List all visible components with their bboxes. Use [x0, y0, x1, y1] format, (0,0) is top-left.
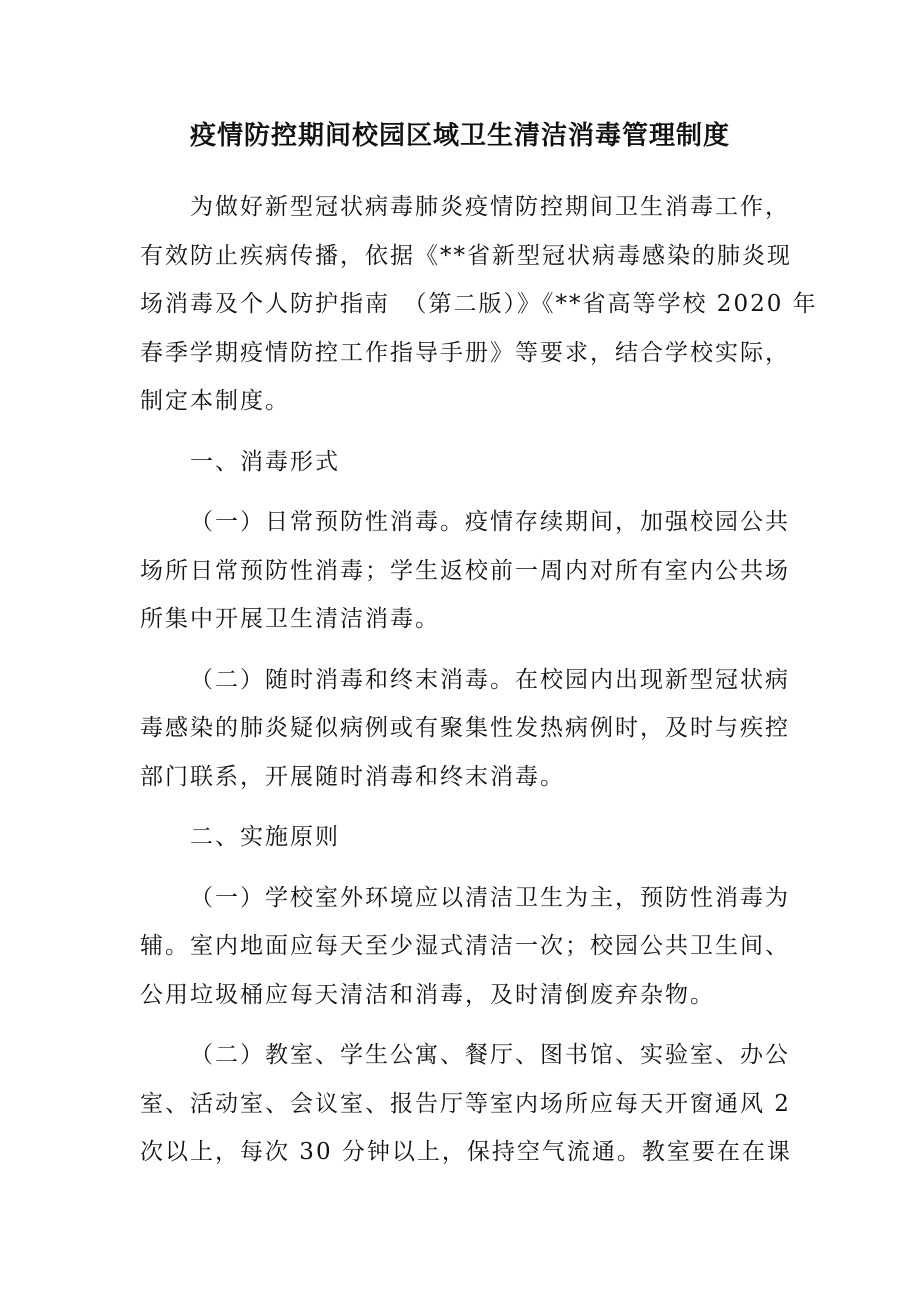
text-line: 次以上，每次 30 分钟以上，保持空气流通。教室要在在课 [140, 1139, 792, 1165]
text-line: 室、活动室、会议室、报告厅等室内场所应每天开窗通风 2 [140, 1090, 791, 1117]
text-line: 所集中开展卫生清洁消毒。 [140, 606, 440, 632]
text-line: （二）随时消毒和终末消毒。在校园内出现新型冠状病 [190, 666, 790, 693]
text-line: （一）日常预防性消毒。疫情存续期间，加强校园公共 [190, 509, 790, 535]
section-heading-1 [140, 438, 790, 487]
paragraph-daily-disinfection [140, 498, 790, 644]
text-line: 春季学期疫情防控工作指导手册》等要求，结合学校实际， [140, 339, 790, 366]
paragraph-outdoor-cleaning [140, 874, 790, 1020]
text-line: （二）教室、学生公寓、餐厅、图书馆、实验室、办公 [190, 1042, 790, 1068]
document-title: 疫情防控期间校园区域卫生清洁消毒管理制度 [189, 121, 730, 151]
paragraph-indoor-ventilation [140, 1031, 790, 1177]
text-line: 部门联系，开展随时消毒和终末消毒。 [140, 763, 565, 790]
text-line: 为做好新型冠状病毒肺炎疫情防控期间卫生消毒工作， [190, 194, 790, 220]
text-line: 场消毒及个人防护指南 （第二版）》《**省高等学校 2020 年 [140, 291, 818, 317]
heading-text: 二、实施原则 [190, 824, 340, 850]
text-line: 公用垃圾桶应每天清洁和消毒，及时清倒废弃杂物。 [140, 981, 715, 1008]
text-line: 毒感染的肺炎疑似病例或有聚集性发热病例时，及时与疾控 [140, 715, 790, 741]
text-line: 场所日常预防性消毒；学生返校前一周内对所有室内公共场 [140, 557, 790, 584]
text-line: 制定本制度。 [140, 388, 290, 414]
section-heading-2 [140, 813, 790, 862]
intro-paragraph [140, 183, 818, 426]
heading-text: 一、消毒形式 [190, 448, 340, 475]
text-line: 辅。室内地面应每天至少湿式清洁一次；校园公共卫生间、 [140, 933, 790, 959]
paragraph-terminal-disinfection [140, 656, 790, 802]
text-line: 有效防止疾病传播，依据《**省新型冠状病毒感染的肺炎现 [140, 242, 792, 269]
text-line: （一）学校室外环境应以清洁卫生为主，预防性消毒为 [190, 884, 790, 911]
document-body [140, 183, 818, 1189]
